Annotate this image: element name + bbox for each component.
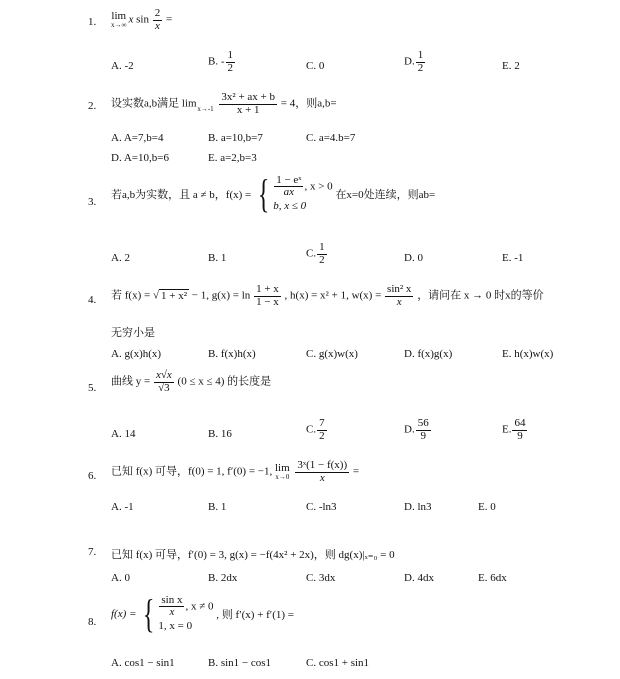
option-e[interactable]: E. h(x)w(x) <box>502 348 554 360</box>
option-d[interactable]: D. f(x)g(x) <box>404 348 453 360</box>
option-b[interactable]: B. 1 <box>208 501 227 513</box>
option-e[interactable]: E. -1 <box>502 252 524 264</box>
question-stem: 若a,b为实数，且 a ≠ b，f(x) = { $\frac{\text{1 − eˣ}}{ax}$ , x > 0 b, x ≤ 0 在x=0处连续，则ab= <box>111 171 436 216</box>
question-number: 7. <box>88 546 97 558</box>
option-b[interactable]: B. a=10,b=7 <box>208 132 263 144</box>
option-a[interactable]: A. 0 <box>111 572 130 584</box>
option-b[interactable]: B. f(x)h(x) <box>208 348 256 360</box>
option-c[interactable]: C. $\frac{7}{2}$ <box>306 417 325 442</box>
option-d[interactable]: D. 0 <box>404 252 423 264</box>
question-stem: 设实数a,b满足 lim x→-1 $\frac{\text{3x² + ax + b}}{x + 1}$ = 4，则a,b= <box>111 91 337 116</box>
option-c[interactable]: C. 3dx <box>306 572 336 584</box>
option-b[interactable]: B. - $\frac{1}{2}$ <box>208 49 233 74</box>
option-e[interactable]: E. 0 <box>478 501 496 513</box>
question-number: 8. <box>88 616 97 628</box>
option-e[interactable]: E. a=2,b=3 <box>208 152 257 164</box>
piecewise: { $\frac{\text{1 − eˣ}}{ax}$ , x > 0 b, x ≤ 0 <box>257 171 333 216</box>
question-stem: 已知 f(x) 可导，f(0) = 1, f′(0) = −1, lim x→0 $\frac{\text{3ˣ(1 − f(x))}}{x}$ = <box>111 459 360 484</box>
option-d[interactable]: D. A=10,b=6 <box>111 152 169 164</box>
option-d[interactable]: D. ln3 <box>404 501 432 513</box>
option-a[interactable]: A. 2 <box>111 252 130 264</box>
question-stem: 曲线 y = $\frac{x√x}{√3}$ (0 ≤ x ≤ 4) 的长度是 <box>111 369 272 394</box>
option-d[interactable]: D. 4dx <box>404 572 434 584</box>
option-e[interactable]: E. 2 <box>502 60 520 72</box>
option-c[interactable]: C. g(x)w(x) <box>306 348 358 360</box>
question-number: 2. <box>88 100 97 112</box>
question-number: 4. <box>88 294 97 306</box>
option-a[interactable]: A. A=7,b=4 <box>111 132 164 144</box>
option-e[interactable]: E. $\frac{64}{9}$ <box>502 417 526 442</box>
option-c[interactable]: C. -ln3 <box>306 501 337 513</box>
option-c[interactable]: C. $\frac{1}{2}$ <box>306 241 325 266</box>
question-stem: 若 f(x) = √ 1 + x² − 1, g(x) = ln $\frac{1 + x}{1 - x}$ , h(x) = x² + 1, w(x) = $\frac{\text{sin² x}}{x}$ ，请问在 x → 0 时x的等价 <box>111 283 544 308</box>
option-a[interactable]: A. g(x)h(x) <box>111 348 162 360</box>
question-stem: f(x) = { $\frac{\text{sin x}}{x}$ , x ≠ 0 1, x = 0 , 则 f′(x) + f′(1) = <box>111 591 294 636</box>
option-a[interactable]: A. -1 <box>111 501 134 513</box>
fraction: $\frac{\text{3x² + ax + b}}{x + 1}$ <box>221 91 275 116</box>
option-e[interactable]: E. 6dx <box>478 572 507 584</box>
option-a[interactable]: A. -2 <box>111 60 134 72</box>
option-c[interactable]: C. 0 <box>306 60 325 72</box>
option-c[interactable]: C. cos1 + sin1 <box>306 657 370 669</box>
option-b[interactable]: B. 1 <box>208 252 227 264</box>
option-a[interactable]: A. cos1 − sin1 <box>111 657 175 669</box>
piecewise: { $\frac{\text{sin x}}{x}$ , x ≠ 0 1, x = 0 <box>143 591 214 636</box>
question-stem: 已知 f(x) 可导，f′(0) = 3, g(x) = −f(4x² + 2x)，则 dg(x)|ₓ₌₀ = 0 <box>111 549 395 561</box>
option-a[interactable]: A. 14 <box>111 428 136 440</box>
question-number: 6. <box>88 470 97 482</box>
limit: lim x→∞ <box>111 10 127 30</box>
question-number: 5. <box>88 382 97 394</box>
option-b[interactable]: B. sin1 − cos1 <box>208 657 272 669</box>
option-b[interactable]: B. 2dx <box>208 572 238 584</box>
option-d[interactable]: D. $\frac{1}{2}$ <box>404 49 424 74</box>
option-c[interactable]: C. a=4.b=7 <box>306 132 356 144</box>
question-stem: lim x→∞ x sin $\frac{2}{x}$ = <box>111 7 173 32</box>
question-number: 3. <box>88 196 97 208</box>
question-number: 1. <box>88 16 97 28</box>
fraction: $\frac{2}{x}$ <box>154 7 161 32</box>
option-d[interactable]: D. $\frac{56}{9}$ <box>404 417 429 442</box>
option-b[interactable]: B. 16 <box>208 428 232 440</box>
question-stem-line2: 无穷小是 <box>111 327 155 339</box>
